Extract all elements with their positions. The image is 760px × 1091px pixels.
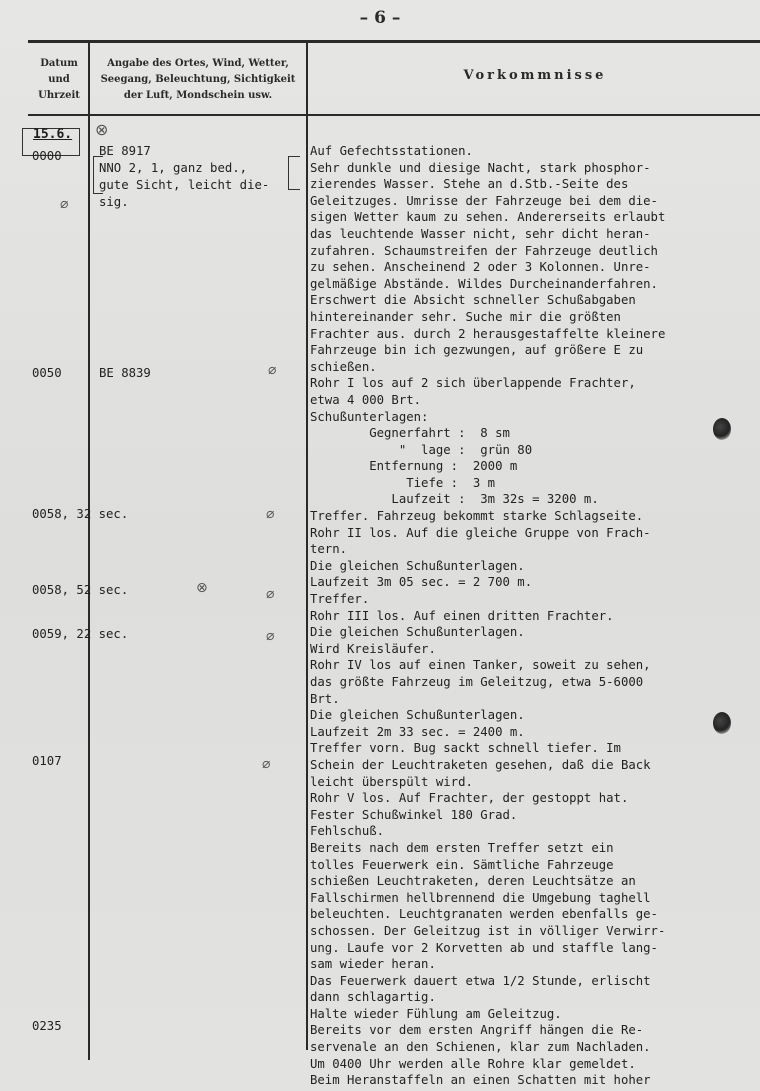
event-line: Schein der Leuchtraketen gesehen, daß die Back [310, 757, 651, 772]
tick-mark: ⊗ [95, 120, 109, 139]
event-line: Das Feuerwerk dauert etwa 1/2 Stunde, erlischt [310, 973, 651, 988]
time-entry: 0107 [32, 754, 62, 768]
event-line: Entfernung : 2000 m [310, 459, 518, 474]
place-entry: BE 8917 [99, 144, 151, 158]
column-divider-place [306, 40, 308, 1050]
event-line: beleuchten. Leuchtgranaten werden ebenfalls ge- [310, 907, 658, 922]
time-entry: 0059, 22 sec. [32, 627, 129, 641]
header-date-line: Datum [40, 58, 78, 69]
punch-hole [713, 418, 731, 440]
event-line: Tiefe : 3 m [310, 475, 496, 490]
event-line: Bereits nach dem ersten Treffer setzt ein [310, 840, 614, 855]
place-entry: gute Sicht, leicht die- [99, 178, 270, 192]
event-line: Treffer. Fahrzeug bekommt starke Schlagseite. [310, 509, 644, 524]
tick-mark: ⌀ [60, 196, 69, 212]
event-line: Rohr I los auf 2 sich überlappende Frachter, [310, 376, 636, 391]
event-line: Um 0400 Uhr werden alle Rohre klar gemeldet. [310, 1056, 636, 1071]
time-entry: 0058, 52 sec. [32, 583, 129, 597]
event-line: etwa 4 000 Brt. [310, 392, 422, 407]
tick-mark: ⊗ [196, 580, 208, 596]
event-line: zierendes Wasser. Stehe an d.Stb.-Seite des [310, 177, 629, 192]
event-line: Fahrzeuge bin ich gezwungen, auf größere E zu [310, 343, 644, 358]
entry-date: 15.6. [33, 127, 73, 142]
header-date-line: Uhrzeit [38, 90, 80, 101]
place-entry: sig. [99, 195, 129, 209]
event-line: tolles Feuerwerk ein. Sämtliche Fahrzeuge [310, 857, 614, 872]
time-entry: 0235 [32, 1019, 62, 1033]
event-line: Treffer. [310, 592, 370, 607]
table-header-rule [28, 114, 760, 116]
header-events: Vorkommnisse [463, 68, 607, 83]
event-line: Schußunterlagen: [310, 409, 429, 424]
page-number: – 6 – [359, 8, 401, 28]
event-line: das größte Fahrzeug im Geleitzug, etwa 5-6000 [310, 675, 644, 689]
event-line: Geleitzuges. Umrisse der Fahrzeuge bei dem die- [310, 193, 658, 208]
event-line: Beim Heranstaffeln an einen Schatten mit hoher [310, 1073, 651, 1088]
event-line: Bereits vor dem ersten Angriff hängen die Re- [310, 1023, 644, 1038]
header-place-line: Angabe des Ortes, Wind, Wetter, [107, 58, 289, 69]
event-line: dann schlagartig. [310, 990, 436, 1005]
event-line: das leuchtende Wasser nicht, sehr dicht heran- [310, 226, 651, 241]
event-line: Frachter aus. durch 2 herausgestaffelte kleinere [310, 326, 666, 341]
event-line: hintereinander sehr. Suche mir die größten [310, 309, 621, 324]
header-date-line: und [48, 74, 70, 85]
event-line: sam wieder heran. [310, 957, 436, 972]
event-line: schießen. [310, 359, 377, 374]
place-bracket [93, 156, 103, 194]
header-date [30, 56, 88, 104]
event-line: Laufzeit 3m 05 sec. = 2 700 m. [310, 575, 533, 590]
event-line: schießen Leuchtraketen, deren Leuchtsätze an [310, 874, 636, 889]
column-divider-date [88, 40, 90, 1060]
event-line: Auf Gefechtsstationen. [310, 144, 473, 158]
event-line: Wird Kreisläufer. [310, 641, 436, 656]
time-entry: 0058, 32 sec. [32, 507, 129, 521]
event-line: Laufzeit 2m 33 sec. = 2400 m. [310, 724, 525, 739]
event-line: Erschwert die Absicht schneller Schußabgaben [310, 293, 636, 308]
event-line: Rohr III los. Auf einen dritten Frachter. [310, 608, 614, 623]
event-line: Halte wieder Fühlung am Geleitzug. [310, 1006, 562, 1021]
tick-mark: ⌀ [268, 362, 277, 378]
events-column [310, 143, 665, 1089]
event-line: zu sehen. Anscheinend 2 oder 3 Kolonnen. Unre- [310, 260, 651, 275]
event-line: Brt. [310, 691, 340, 706]
event-line: Fallschirmen hellbrennend die Umgebung taghell [310, 890, 651, 905]
header-place-line: der Luft, Mondschein usw. [123, 90, 273, 101]
event-line: Laufzeit : 3m 32s = 3200 m. [310, 492, 599, 507]
event-line: schossen. Der Geleitzug ist in völliger Verwirr- [310, 923, 666, 938]
event-line: " lage : grün 80 [310, 442, 533, 457]
event-line: ung. Laufe vor 2 Korvetten ab und staffle lang- [310, 940, 658, 955]
event-line: Die gleichen Schußunterlagen. [310, 558, 525, 573]
punch-hole [713, 712, 731, 734]
event-line: Fester Schußwinkel 180 Grad. [310, 807, 518, 822]
event-line: Die gleichen Schußunterlagen. [310, 625, 525, 640]
event-line: Treffer vorn. Bug sackt schnell tiefer. Im [310, 741, 621, 756]
event-line: tern. [310, 542, 348, 557]
time-entry: 0000 [32, 149, 62, 163]
place-entry: NNO 2, 1, ganz bed., [99, 161, 248, 175]
table-top-rule [28, 40, 760, 43]
tick-mark: ⌀ [266, 586, 275, 602]
time-entry: 0050 [32, 366, 62, 380]
event-line: Fehlschuß. [310, 824, 385, 839]
event-line: Rohr V los. Auf Frachter, der gestoppt hat. [310, 791, 629, 806]
event-line: Gegnerfahrt : 8 sm [310, 426, 510, 441]
event-line: leicht überspült wird. [310, 774, 473, 789]
event-line: sigen Wetter kaum zu sehen. Andererseits erlaubt [310, 210, 666, 225]
tick-mark: ⌀ [262, 756, 271, 772]
place-entry: BE 8839 [99, 366, 151, 380]
event-line: Rohr IV los auf einen Tanker, soweit zu sehen, [310, 658, 651, 673]
header-place-line: Seegang, Beleuchtung, Sichtigkeit [100, 74, 296, 85]
event-bracket [288, 156, 300, 190]
header-place [92, 56, 304, 104]
event-line: zufahren. Schaumstreifen der Fahrzeuge deutlich [310, 243, 658, 258]
event-line: Sehr dunkle und diesige Nacht, stark phosphor- [310, 160, 651, 175]
event-line: servenale an den Schienen, klar zum Nachladen. [310, 1040, 651, 1055]
event-line: Rohr II los. Auf die gleiche Gruppe von Frach- [310, 525, 651, 540]
tick-mark: ⌀ [266, 506, 275, 522]
event-line: Die gleichen Schußunterlagen. [310, 708, 525, 723]
tick-mark: ⌀ [266, 628, 275, 644]
event-line: gelmäßige Abstände. Wildes Durcheinanderfahren. [310, 276, 658, 291]
